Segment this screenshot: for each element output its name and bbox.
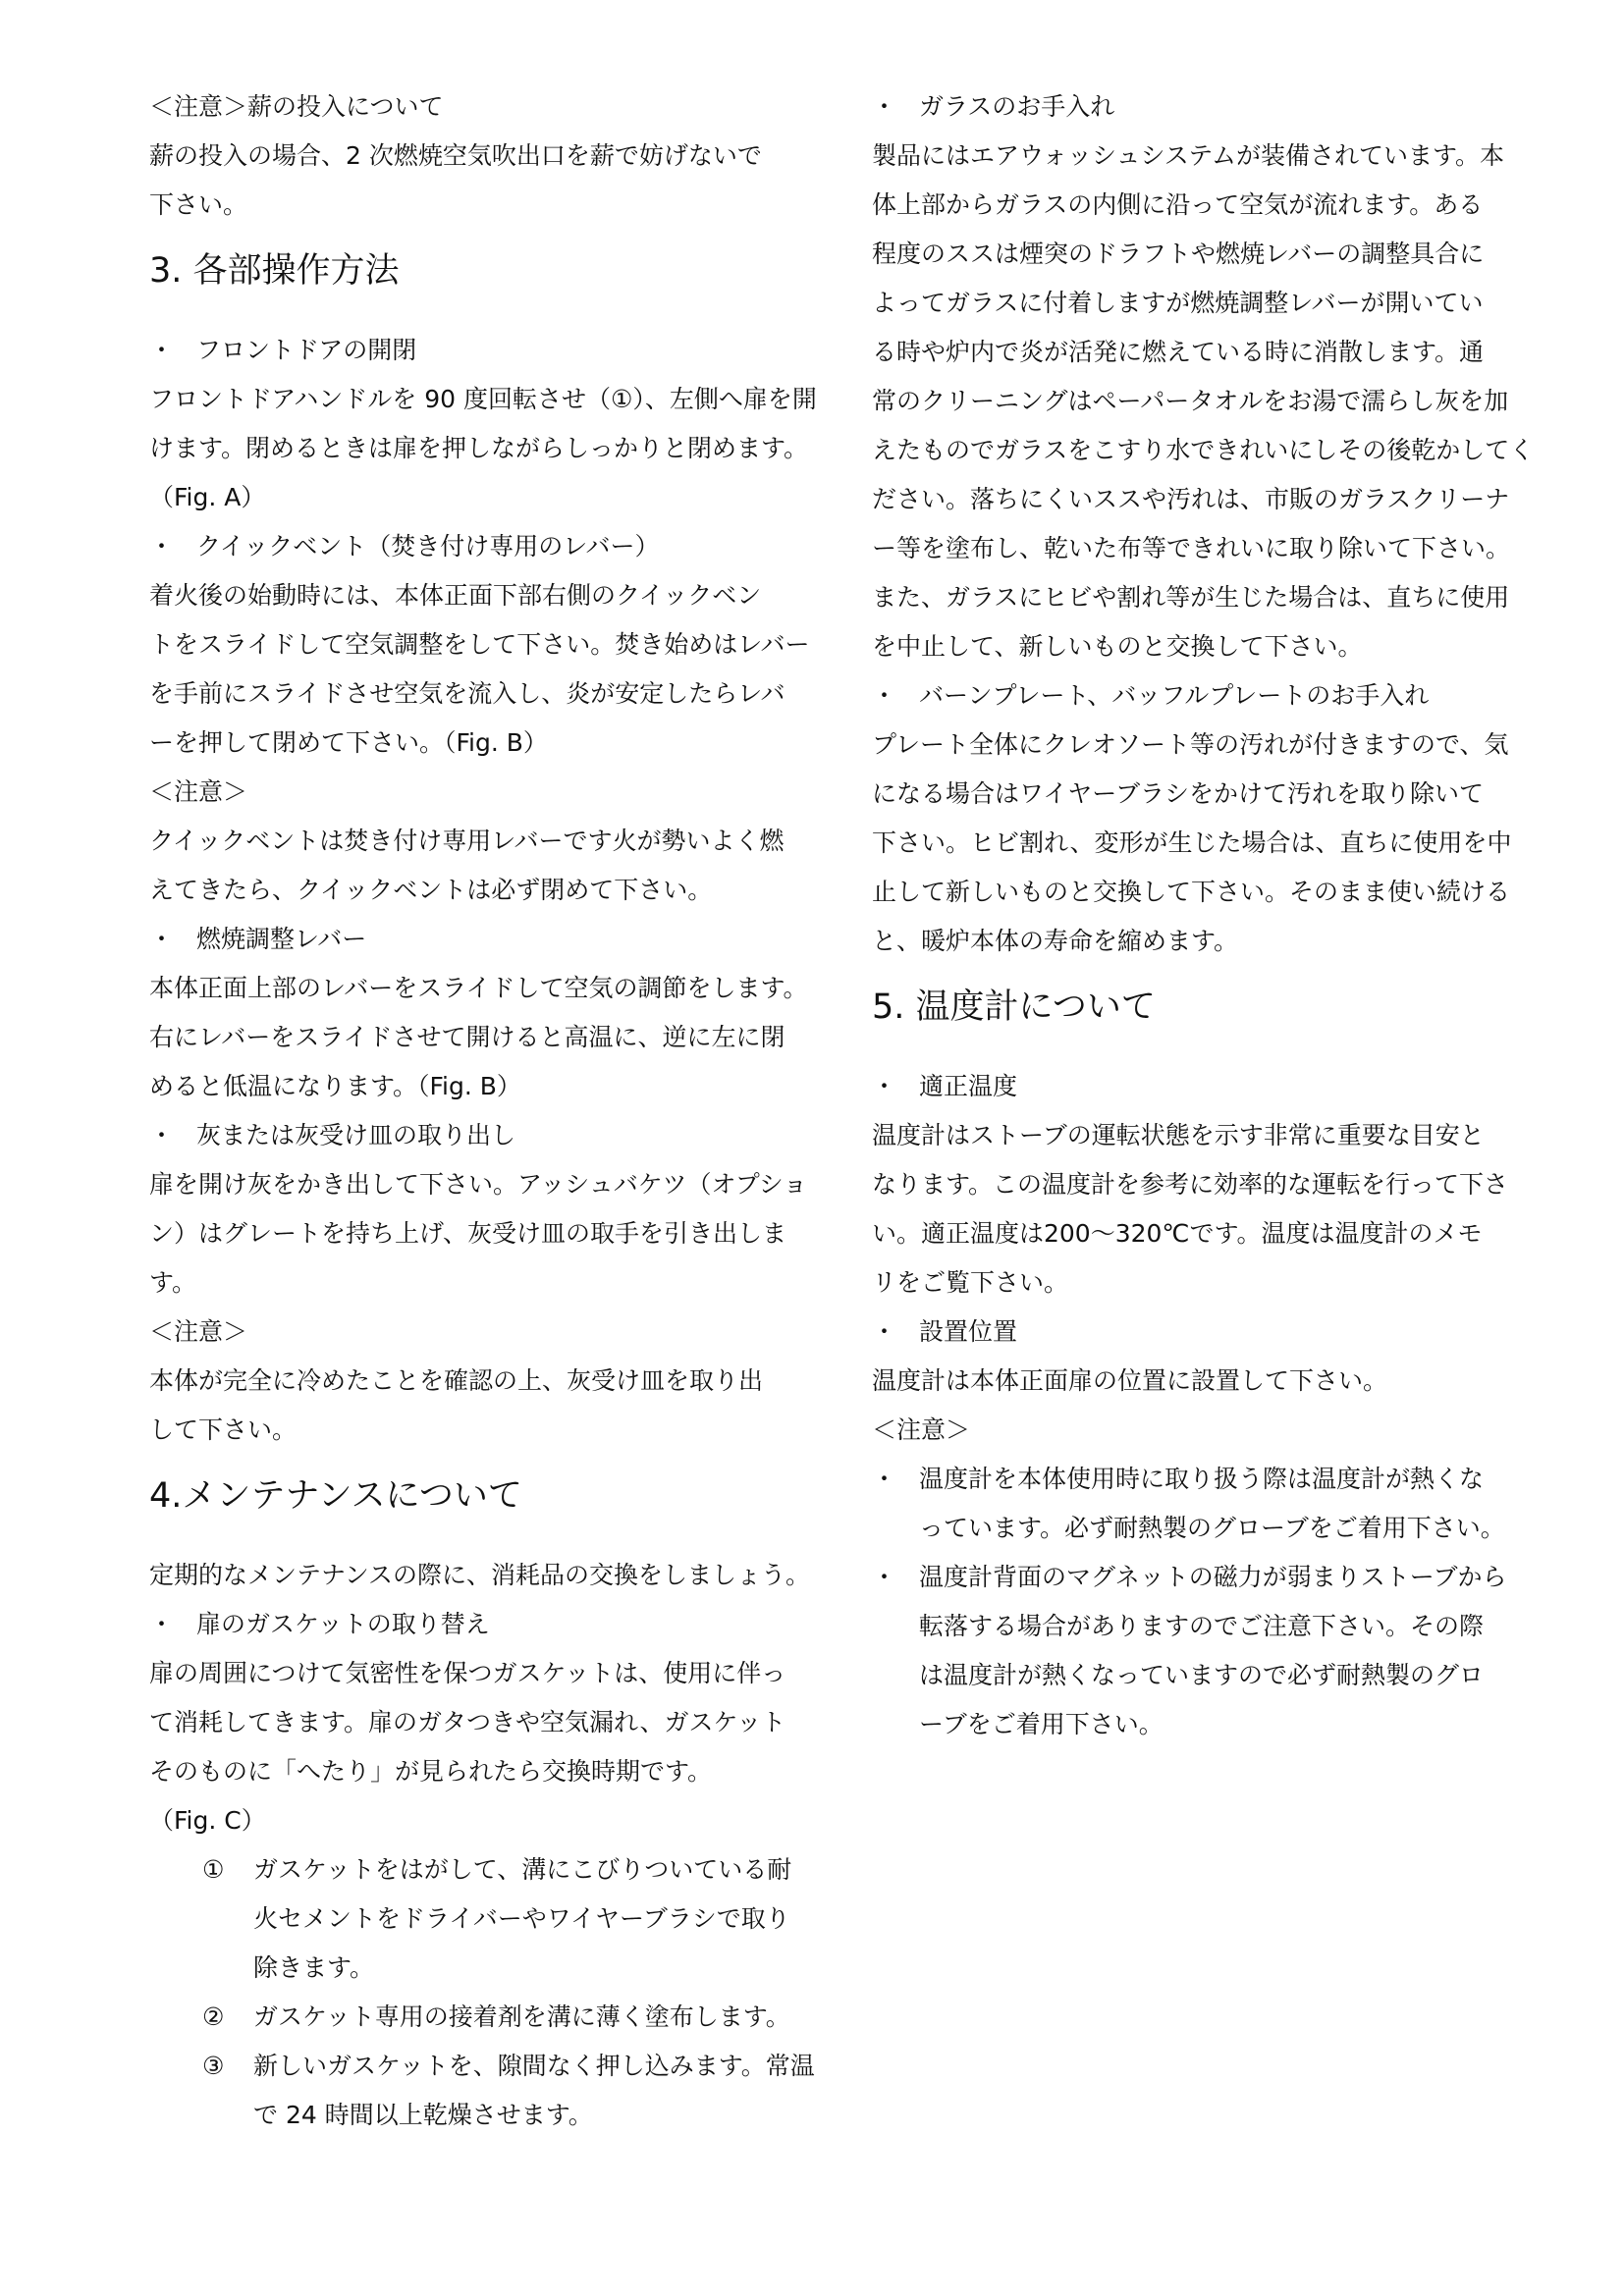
paragraph-line: めると低温になります。（Fig. B） (149, 1072, 521, 1100)
paragraph-line: して下さい。 (149, 1415, 298, 1444)
section-heading: 4.メンテナンスについて (149, 1476, 522, 1516)
bullet-item (872, 1062, 1545, 1111)
bullet-item (872, 82, 1545, 132)
paragraph-line: 火セメントをドライバーやワイヤーブラシで取り (253, 1904, 790, 1933)
numbered-step (149, 1845, 823, 1895)
paragraph-line: 定期的なメンテナンスの際に、消耗品の交換をしましょう。 (149, 1561, 811, 1589)
bullet-mark: ・ (872, 681, 897, 710)
bullet-item (872, 671, 1545, 721)
paragraph-line: そのものに「へたり」が見られたら交換時期です。 (149, 1757, 713, 1786)
item-text: ガスケット専用の接着剤を溝に薄く塗布します。 (253, 2002, 790, 2031)
paragraph-line: 薪の投入の場合、2 次燃焼空気吹出口を薪で妨げないで (149, 141, 762, 170)
paragraph-line: て消耗してきます。扉のガタつきや空気漏れ、ガスケット (149, 1708, 786, 1736)
bullet-item (149, 915, 823, 964)
paragraph-line: 除きます。 (253, 1953, 375, 1982)
paragraph-line: ー等を塗布し、乾いた布等できれいに取り除いて下さい。 (872, 534, 1511, 562)
bullet-item (149, 1111, 823, 1160)
paragraph-line: プレート全体にクレオソート等の汚れが付きますので、気 (872, 730, 1509, 759)
paragraph-line: 止して新しいものと交換して下さい。そのまま使い続ける (872, 878, 1511, 906)
step-number: ② (202, 2002, 225, 2031)
bullet-item (872, 1553, 1545, 1602)
numbered-step (149, 1993, 823, 2042)
paragraph-line: 温度計はストーブの運転状態を示す非常に重要な目安と (872, 1121, 1485, 1149)
paragraph-line: 下さい。 (149, 190, 248, 219)
paragraph-line: 温度計は本体正面扉の位置に設置して下さい。 (872, 1366, 1388, 1395)
paragraph-line: っています。必ず耐熱製のグローブをご着用下さい。 (919, 1514, 1505, 1542)
paragraph-line: えてきたら、クイックベントは必ず閉めて下さい。 (149, 876, 713, 904)
paragraph-line: 製品にはエアウォッシュシステムが装備されています。本 (872, 141, 1505, 170)
bullet-item (149, 326, 823, 375)
left-column (149, 82, 823, 2140)
bullet-item (149, 522, 823, 571)
paragraph-line: えたものでガラスをこすり水できれいにしその後乾かしてく (872, 436, 1535, 464)
paragraph-line: よってガラスに付着しますが燃焼調整レバーが開いてい (872, 289, 1484, 317)
paragraph-line: ださい。落ちにくいススや汚れは、市販のガラスクリーナ (872, 485, 1510, 513)
bullet-mark: ・ (149, 925, 175, 953)
item-text: 設置位置 (919, 1317, 1018, 1346)
bullet-mark: ・ (872, 1072, 897, 1100)
bullet-mark: ・ (149, 532, 175, 561)
paragraph-line: （Fig. C） (149, 1806, 266, 1835)
item-text: 温度計を本体使用時に取り扱う際は温度計が熱くな (919, 1465, 1485, 1493)
paragraph-line: また、ガラスにヒビや割れ等が生じた場合は、直ちに使用 (872, 583, 1510, 612)
paragraph-line: なります。この温度計を参考に効率的な運転を行って下さ (872, 1170, 1509, 1199)
section-heading: 3. 各部操作方法 (149, 251, 400, 291)
paragraph-line: リをご覧下さい。 (872, 1268, 1069, 1297)
paragraph-line: 常のクリーニングはペーパータオルをお湯で濡らし灰を加 (872, 387, 1509, 415)
paragraph-line: を中止して、新しいものと交換して下さい。 (872, 632, 1363, 661)
paragraph-line: 本体正面上部のレバーをスライドして空気の調節をします。 (149, 974, 808, 1002)
paragraph-line: 着火後の始動時には、本体正面下部右側のクイックベン (149, 581, 762, 610)
bullet-item (149, 1600, 823, 1649)
paragraph-line: 扉を開け灰をかき出して下さい。アッシュバケツ（オプショ (149, 1170, 808, 1199)
paragraph-line: ＜注意＞ (872, 1415, 971, 1444)
paragraph-line: けます。閉めるときは扉を押しながらしっかりと閉めます。 (149, 434, 809, 462)
paragraph-line: ーを押して閉めて下さい。（Fig. B） (149, 728, 548, 757)
item-text: バーンプレート、バッフルプレートのお手入れ (919, 681, 1430, 710)
step-number: ① (202, 1855, 225, 1884)
item-text: 扉のガスケットの取り替え (196, 1610, 490, 1638)
bullet-mark: ・ (149, 1121, 175, 1149)
paragraph-line: 体上部からガラスの内側に沿って空気が流れます。ある (872, 190, 1484, 219)
item-text: 温度計背面のマグネットの磁力が弱まりストーブから (919, 1563, 1507, 1591)
numbered-step (149, 2042, 823, 2091)
item-text: 燃焼調整レバー (196, 925, 367, 953)
bullet-mark: ・ (872, 1465, 897, 1493)
paragraph-line: は温度計が熱くなっていますので必ず耐熱製のグロ (919, 1661, 1485, 1689)
bullet-item (872, 1455, 1545, 1504)
paragraph-line: と、暖炉本体の寿命を縮めます。 (872, 927, 1239, 955)
paragraph-line: を手前にスライドさせ空気を流入し、炎が安定したらレバ (149, 679, 785, 708)
item-text: 適正温度 (919, 1072, 1018, 1100)
item-text: ガスケットをはがして、溝にこびりついている耐 (253, 1855, 792, 1884)
paragraph-line: ン）はグレートを持ち上げ、灰受け皿の取手を引き出しま (149, 1219, 787, 1248)
paragraph-line: す。 (149, 1268, 197, 1297)
paragraph-line: ＜注意＞ (149, 1317, 248, 1346)
paragraph-line: になる場合はワイヤーブラシをかけて汚れを取り除いて (872, 779, 1485, 808)
paragraph-line: トをスライドして空気調整をして下さい。焚き始めはレバー (149, 630, 810, 659)
step-number: ③ (202, 2052, 225, 2080)
bullet-mark: ・ (149, 336, 175, 364)
bullet-item (872, 1308, 1545, 1357)
paragraph-line: 下さい。ヒビ割れ、変形が生じた場合は、直ちに使用を中 (872, 828, 1512, 857)
item-text: クイックベント（焚き付け専用のレバー） (196, 532, 660, 561)
paragraph-line: 扉の周囲につけて気密性を保つガスケットは、使用に伴っ (149, 1659, 786, 1687)
paragraph-line: ＜注意＞ (149, 777, 248, 806)
item-text: 新しいガスケットを、隙間なく押し込みます。常温 (253, 2052, 815, 2080)
paragraph-line: る時や炉内で炎が活発に燃えている時に消散します。通 (872, 338, 1485, 366)
bullet-mark: ・ (872, 1317, 897, 1346)
bullet-mark: ・ (149, 1610, 175, 1638)
item-text: 灰または灰受け皿の取り出し (196, 1121, 516, 1149)
paragraph-line: フロントドアハンドルを 90 度回転させ（①）、左側へ扉を開 (149, 385, 817, 413)
paragraph-line: で 24 時間以上乾燥させます。 (253, 2101, 593, 2129)
paragraph-line: ＜注意＞薪の投入について (149, 92, 444, 121)
item-text: ガラスのお手入れ (919, 92, 1115, 121)
right-column (872, 82, 1545, 1749)
item-text: フロントドアの開閉 (196, 336, 417, 364)
bullet-mark: ・ (872, 92, 897, 121)
paragraph-line: 転落する場合がありますのでご注意下さい。その際 (919, 1612, 1485, 1640)
section-heading: 5. 温度計について (872, 988, 1156, 1027)
paragraph-line: ーブをご着用下さい。 (919, 1710, 1164, 1738)
paragraph-line: い。適正温度は200～320℃です。温度は温度計のメモ (872, 1219, 1483, 1248)
paragraph-line: （Fig. A） (149, 483, 266, 511)
paragraph-line: クイックベントは焚き付け専用レバーです火が勢いよく燃 (149, 827, 785, 855)
bullet-mark: ・ (872, 1563, 897, 1591)
paragraph-line: 程度のススは煙突のドラフトや燃焼レバーの調整具合に (872, 240, 1485, 268)
paragraph-line: 右にレバーをスライドさせて開けると高温に、逆に左に閉 (149, 1023, 785, 1051)
paragraph-line: 本体が完全に冷めたことを確認の上、灰受け皿を取り出 (149, 1366, 764, 1395)
